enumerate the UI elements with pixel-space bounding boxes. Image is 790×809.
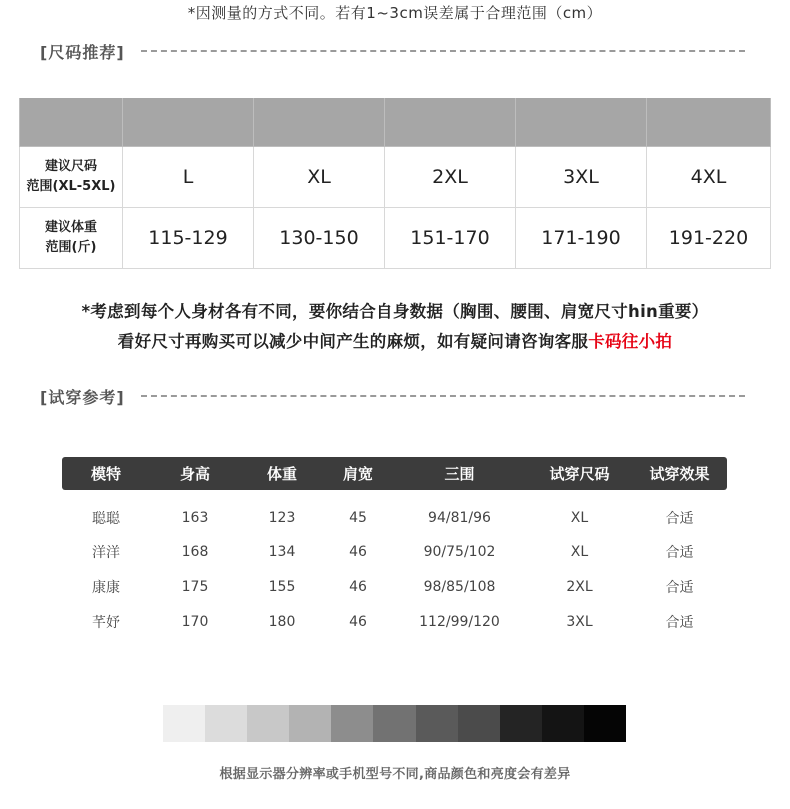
size-cell: XL <box>254 147 385 208</box>
gray-swatch <box>289 705 331 742</box>
header-try-size: 试穿尺码 <box>549 465 610 483</box>
notice-line-2: 看好尺寸再购买可以减少中间产生的麻烦，如有疑问请咨询客服卡码往小拍 <box>117 332 673 351</box>
size-table-row-weight <box>20 208 771 269</box>
table-row: 聪聪 163 123 45 94/81/96 XL 合适 <box>92 510 694 527</box>
measurement-note: *因测量的方式不同。若有1~3cm误差属于合理范围（cm） <box>187 4 603 22</box>
weight-cell: 130-150 <box>254 208 385 269</box>
size-cell: 3XL <box>516 147 647 208</box>
header-height: 身高 <box>179 465 210 483</box>
weight-cell: 171-190 <box>516 208 647 269</box>
header-shoulder: 肩宽 <box>342 465 373 483</box>
gray-swatch <box>331 705 373 742</box>
grayscale-swatch-bar <box>163 705 626 742</box>
weight-cell: 191-220 <box>647 208 771 269</box>
size-cell: 4XL <box>647 147 771 208</box>
gray-swatch <box>247 705 289 742</box>
size-cell: 2XL <box>385 147 516 208</box>
table-row: 芊妤 170 180 46 112/99/120 3XL 合适 <box>92 614 694 631</box>
header-effect: 试穿效果 <box>649 465 710 483</box>
gray-swatch <box>163 705 205 742</box>
gray-swatch <box>458 705 500 742</box>
size-table-header <box>20 98 771 147</box>
dashed-divider <box>141 50 745 52</box>
weight-cell: 151-170 <box>385 208 516 269</box>
weight-cell: 115-129 <box>123 208 254 269</box>
table-row: 洋洋 168 134 46 90/75/102 XL 合适 <box>92 544 694 561</box>
header-model: 模特 <box>90 465 121 483</box>
gray-swatch <box>373 705 415 742</box>
gray-swatch <box>500 705 542 742</box>
try-section-title: [试穿参考] <box>40 387 125 407</box>
size-table-row-size <box>20 147 771 208</box>
color-disclaimer: 根据显示器分辨率或手机型号不同,商品颜色和亮度会有差异 <box>219 767 571 782</box>
gray-swatch <box>542 705 584 742</box>
try-section-header <box>40 385 745 407</box>
size-cell: L <box>123 147 254 208</box>
size-section-header <box>40 40 745 62</box>
size-table <box>19 98 771 269</box>
row-label: 建议尺码 范围(XL-5XL) <box>20 147 123 208</box>
header-weight: 体重 <box>266 465 297 483</box>
gray-swatch <box>205 705 247 742</box>
notice-highlight: 卡码往小拍 <box>588 332 673 351</box>
try-table-header <box>62 457 727 490</box>
dashed-divider <box>141 395 745 397</box>
gray-swatch <box>584 705 626 742</box>
header-measurements: 三围 <box>444 465 475 483</box>
row-label: 建议体重 范围(斤) <box>20 208 123 269</box>
gray-swatch <box>416 705 458 742</box>
notice-line-1: *考虑到每个人身材各有不同，要你结合自身数据（胸围、腰围、肩宽尺寸hin重要） <box>81 302 709 321</box>
table-row: 康康 175 155 46 98/85/108 2XL 合适 <box>92 579 694 596</box>
size-section-title: [尺码推荐] <box>40 42 125 62</box>
